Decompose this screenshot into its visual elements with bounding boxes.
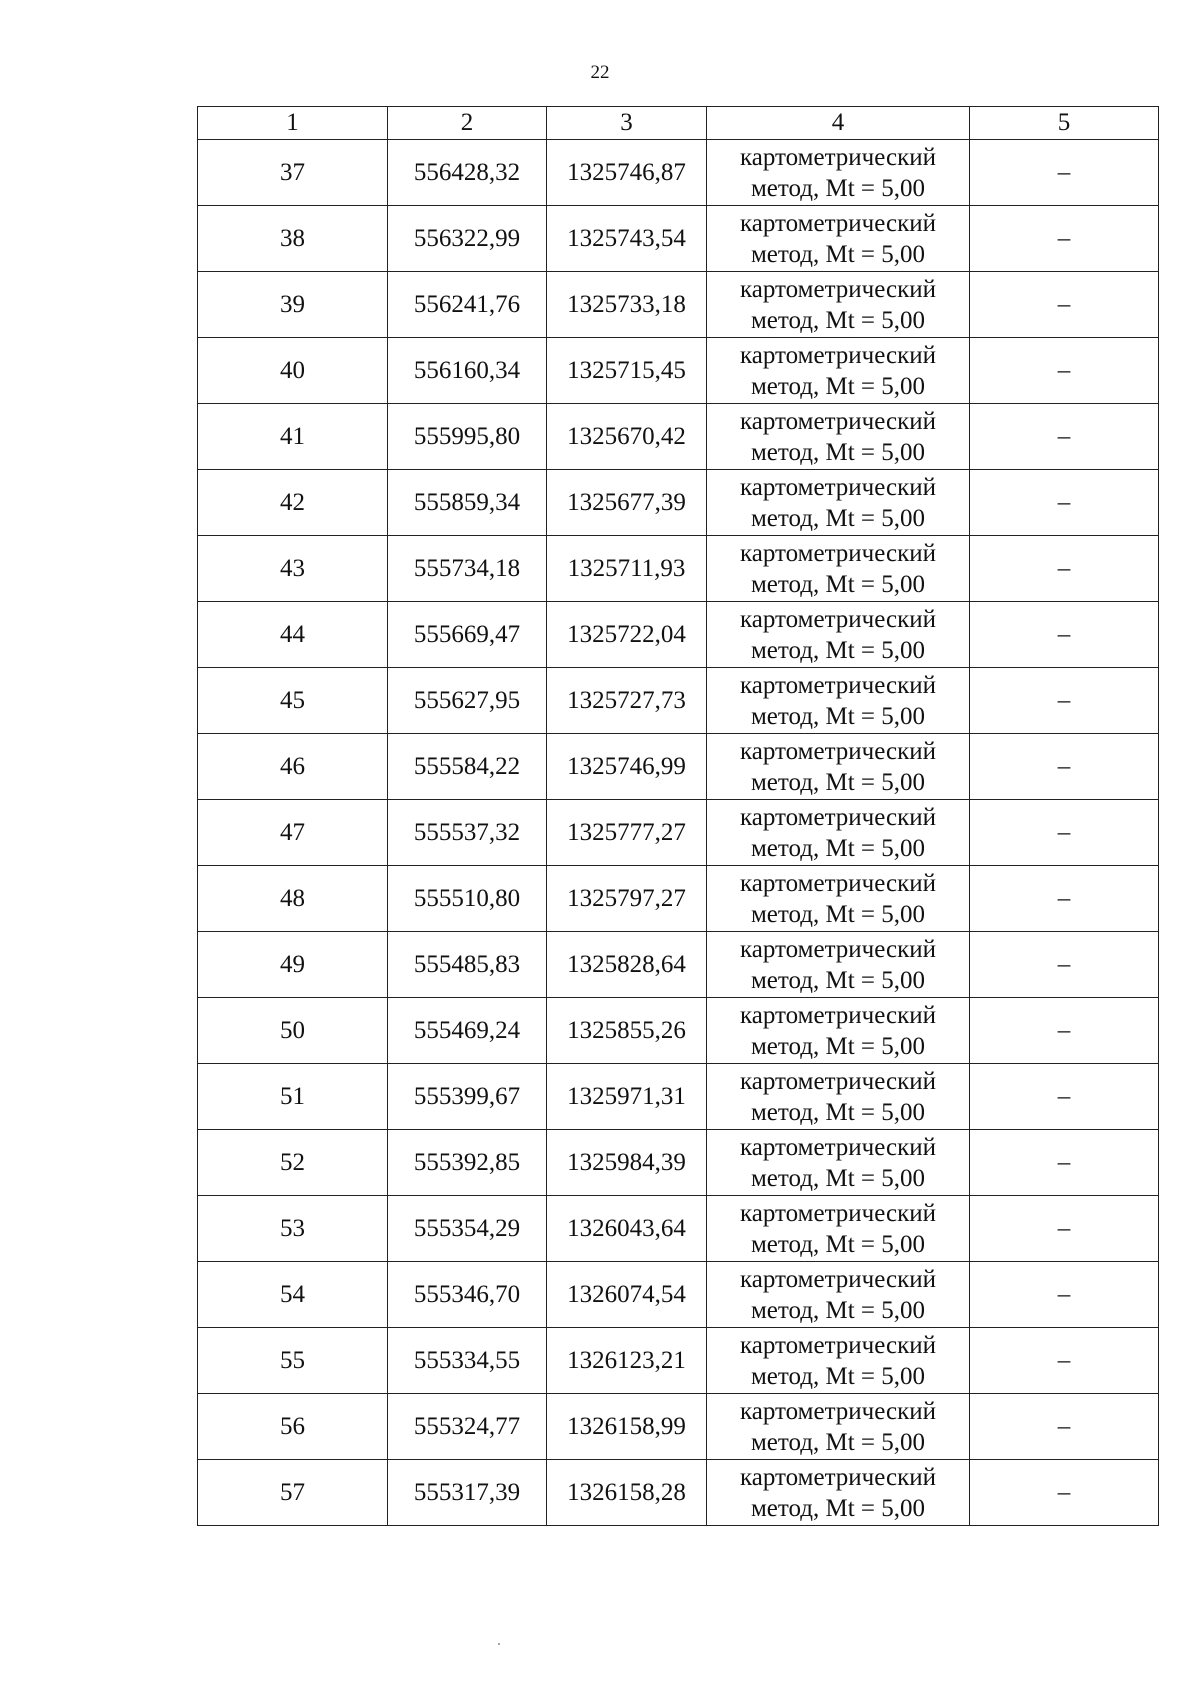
method-cell: [707, 668, 970, 734]
table-row: [198, 470, 1159, 536]
note-cell: –: [970, 1328, 1159, 1394]
table-row: [198, 206, 1159, 272]
method-line-1: картометрический: [740, 143, 936, 171]
note-cell: –: [970, 602, 1159, 668]
point-number-cell: 39: [198, 272, 388, 338]
method-line-2: метод, Mt = 5,00: [750, 636, 926, 664]
method-line-2: метод, Mt = 5,00: [750, 1098, 926, 1126]
coordinate-y-cell: 1325670,42: [547, 404, 707, 470]
header-col-2: 2: [388, 107, 547, 140]
method-line-2: метод, Mt = 5,00: [750, 240, 926, 268]
table-row: [198, 1394, 1159, 1460]
point-number-cell: 43: [198, 536, 388, 602]
coordinate-y-cell: 1325727,73: [547, 668, 707, 734]
method-line-2: метод, Mt = 5,00: [750, 1494, 926, 1522]
page-number: 22: [590, 62, 610, 83]
coordinate-y-cell: 1326123,21: [547, 1328, 707, 1394]
table-row: [198, 932, 1159, 998]
coordinate-y-cell: 1326043,64: [547, 1196, 707, 1262]
method-line-1: картометрический: [740, 275, 936, 303]
table-row: [198, 338, 1159, 404]
coordinate-y-cell: 1325971,31: [547, 1064, 707, 1130]
method-line-2: метод, Mt = 5,00: [750, 768, 926, 796]
coordinate-x-cell: 555995,80: [388, 404, 547, 470]
coordinates-table: [197, 106, 1159, 1526]
point-number-cell: 51: [198, 1064, 388, 1130]
method-cell: [707, 998, 970, 1064]
table-row: [198, 866, 1159, 932]
note-cell: –: [970, 800, 1159, 866]
point-number-cell: 38: [198, 206, 388, 272]
method-line-1: картометрический: [740, 1463, 936, 1491]
table-body: [198, 140, 1159, 1526]
table-row: [198, 272, 1159, 338]
header-col-5: 5: [970, 107, 1159, 140]
point-number-cell: 55: [198, 1328, 388, 1394]
note-cell: –: [970, 536, 1159, 602]
method-line-1: картометрический: [740, 473, 936, 501]
point-number-cell: 42: [198, 470, 388, 536]
note-cell: –: [970, 866, 1159, 932]
note-cell: –: [970, 272, 1159, 338]
method-cell: [707, 866, 970, 932]
point-number-cell: 57: [198, 1460, 388, 1526]
method-cell: [707, 602, 970, 668]
coordinate-x-cell: 555334,55: [388, 1328, 547, 1394]
coordinate-x-cell: 556160,34: [388, 338, 547, 404]
method-cell: [707, 1064, 970, 1130]
header-col-1: 1: [198, 107, 388, 140]
point-number-cell: 41: [198, 404, 388, 470]
header-col-4: 4: [707, 107, 970, 140]
point-number-cell: 40: [198, 338, 388, 404]
note-cell: –: [970, 998, 1159, 1064]
point-number-cell: 50: [198, 998, 388, 1064]
method-line-1: картометрический: [740, 1397, 936, 1425]
table-row: [198, 1130, 1159, 1196]
coordinate-x-cell: 555485,83: [388, 932, 547, 998]
method-line-2: метод, Mt = 5,00: [750, 1362, 926, 1390]
method-cell: [707, 1196, 970, 1262]
coordinate-x-cell: 555317,39: [388, 1460, 547, 1526]
coordinate-x-cell: 555859,34: [388, 470, 547, 536]
method-line-1: картометрический: [740, 1001, 936, 1029]
note-cell: –: [970, 404, 1159, 470]
coordinate-x-cell: 555734,18: [388, 536, 547, 602]
note-cell: –: [970, 338, 1159, 404]
method-line-2: метод, Mt = 5,00: [750, 306, 926, 334]
method-line-1: картометрический: [740, 869, 936, 897]
coordinate-y-cell: 1326158,28: [547, 1460, 707, 1526]
table-header: [198, 107, 1159, 140]
note-cell: –: [970, 1460, 1159, 1526]
point-number-cell: 44: [198, 602, 388, 668]
method-cell: [707, 932, 970, 998]
coordinate-y-cell: 1325715,45: [547, 338, 707, 404]
coordinate-x-cell: 556428,32: [388, 140, 547, 206]
point-number-cell: 45: [198, 668, 388, 734]
method-line-1: картометрический: [740, 1199, 936, 1227]
note-cell: –: [970, 1394, 1159, 1460]
method-cell: [707, 1394, 970, 1460]
point-number-cell: 56: [198, 1394, 388, 1460]
method-line-2: метод, Mt = 5,00: [750, 372, 926, 400]
point-number-cell: 37: [198, 140, 388, 206]
scan-speck: [498, 1643, 500, 1645]
coordinate-x-cell: 555324,77: [388, 1394, 547, 1460]
note-cell: –: [970, 932, 1159, 998]
note-cell: –: [970, 734, 1159, 800]
method-cell: [707, 272, 970, 338]
method-line-2: метод, Mt = 5,00: [750, 1230, 926, 1258]
method-line-2: метод, Mt = 5,00: [750, 702, 926, 730]
method-line-1: картометрический: [740, 803, 936, 831]
coordinate-y-cell: 1325828,64: [547, 932, 707, 998]
table-row: [198, 536, 1159, 602]
note-cell: –: [970, 1262, 1159, 1328]
table-row: [198, 1262, 1159, 1328]
coordinate-y-cell: 1325743,54: [547, 206, 707, 272]
coordinate-y-cell: 1325746,87: [547, 140, 707, 206]
method-cell: [707, 1130, 970, 1196]
coordinate-x-cell: 555392,85: [388, 1130, 547, 1196]
method-line-1: картометрический: [740, 935, 936, 963]
coordinate-x-cell: 555399,67: [388, 1064, 547, 1130]
method-line-2: метод, Mt = 5,00: [750, 834, 926, 862]
method-line-1: картометрический: [740, 341, 936, 369]
coordinate-x-cell: 555354,29: [388, 1196, 547, 1262]
method-cell: [707, 140, 970, 206]
header-row: [198, 107, 1159, 140]
coordinate-y-cell: 1325855,26: [547, 998, 707, 1064]
coordinate-x-cell: 555346,70: [388, 1262, 547, 1328]
point-number-cell: 46: [198, 734, 388, 800]
point-number-cell: 47: [198, 800, 388, 866]
table-row: [198, 1460, 1159, 1526]
coordinate-x-cell: 555469,24: [388, 998, 547, 1064]
table-row: [198, 734, 1159, 800]
method-line-1: картометрический: [740, 1265, 936, 1293]
table-row: [198, 404, 1159, 470]
method-cell: [707, 1328, 970, 1394]
method-line-2: метод, Mt = 5,00: [750, 1428, 926, 1456]
coordinate-x-cell: 555537,32: [388, 800, 547, 866]
note-cell: –: [970, 140, 1159, 206]
table-row: [198, 668, 1159, 734]
method-cell: [707, 800, 970, 866]
coordinate-x-cell: 555669,47: [388, 602, 547, 668]
point-number-cell: 53: [198, 1196, 388, 1262]
method-line-1: картометрический: [740, 539, 936, 567]
coordinate-x-cell: 555584,22: [388, 734, 547, 800]
point-number-cell: 52: [198, 1130, 388, 1196]
coordinate-x-cell: 556241,76: [388, 272, 547, 338]
coordinate-y-cell: 1325733,18: [547, 272, 707, 338]
method-cell: [707, 404, 970, 470]
method-cell: [707, 338, 970, 404]
table-row: [198, 998, 1159, 1064]
method-line-1: картометрический: [740, 671, 936, 699]
method-line-2: метод, Mt = 5,00: [750, 966, 926, 994]
method-cell: [707, 1460, 970, 1526]
method-cell: [707, 1262, 970, 1328]
coordinate-y-cell: 1326074,54: [547, 1262, 707, 1328]
method-line-1: картометрический: [740, 407, 936, 435]
table-row: [198, 800, 1159, 866]
coordinate-x-cell: 555627,95: [388, 668, 547, 734]
point-number-cell: 48: [198, 866, 388, 932]
method-cell: [707, 206, 970, 272]
point-number-cell: 54: [198, 1262, 388, 1328]
table-row: [198, 602, 1159, 668]
table-row: [198, 1196, 1159, 1262]
method-line-2: метод, Mt = 5,00: [750, 1296, 926, 1324]
note-cell: –: [970, 206, 1159, 272]
method-line-1: картометрический: [740, 209, 936, 237]
coordinate-y-cell: 1325746,99: [547, 734, 707, 800]
table-row: [198, 1064, 1159, 1130]
table-row: [198, 140, 1159, 206]
method-line-2: метод, Mt = 5,00: [750, 570, 926, 598]
table-row: [198, 1328, 1159, 1394]
method-line-1: картометрический: [740, 1133, 936, 1161]
method-line-2: метод, Mt = 5,00: [750, 1032, 926, 1060]
coordinate-y-cell: 1325722,04: [547, 602, 707, 668]
coordinate-x-cell: 555510,80: [388, 866, 547, 932]
method-line-2: метод, Mt = 5,00: [750, 438, 926, 466]
coordinate-y-cell: 1325677,39: [547, 470, 707, 536]
header-col-3: 3: [547, 107, 707, 140]
point-number-cell: 49: [198, 932, 388, 998]
coordinate-y-cell: 1325711,93: [547, 536, 707, 602]
note-cell: –: [970, 470, 1159, 536]
coordinate-y-cell: 1325984,39: [547, 1130, 707, 1196]
method-line-1: картометрический: [740, 737, 936, 765]
coordinate-x-cell: 556322,99: [388, 206, 547, 272]
method-line-2: метод, Mt = 5,00: [750, 900, 926, 928]
method-line-1: картометрический: [740, 605, 936, 633]
coordinate-y-cell: 1326158,99: [547, 1394, 707, 1460]
coordinate-y-cell: 1325797,27: [547, 866, 707, 932]
note-cell: –: [970, 1130, 1159, 1196]
method-line-2: метод, Mt = 5,00: [750, 1164, 926, 1192]
method-line-1: картометрический: [740, 1331, 936, 1359]
note-cell: –: [970, 1064, 1159, 1130]
method-line-2: метод, Mt = 5,00: [750, 504, 926, 532]
method-line-1: картометрический: [740, 1067, 936, 1095]
method-cell: [707, 734, 970, 800]
note-cell: –: [970, 668, 1159, 734]
note-cell: –: [970, 1196, 1159, 1262]
method-cell: [707, 536, 970, 602]
method-line-2: метод, Mt = 5,00: [750, 174, 926, 202]
coordinate-y-cell: 1325777,27: [547, 800, 707, 866]
method-cell: [707, 470, 970, 536]
